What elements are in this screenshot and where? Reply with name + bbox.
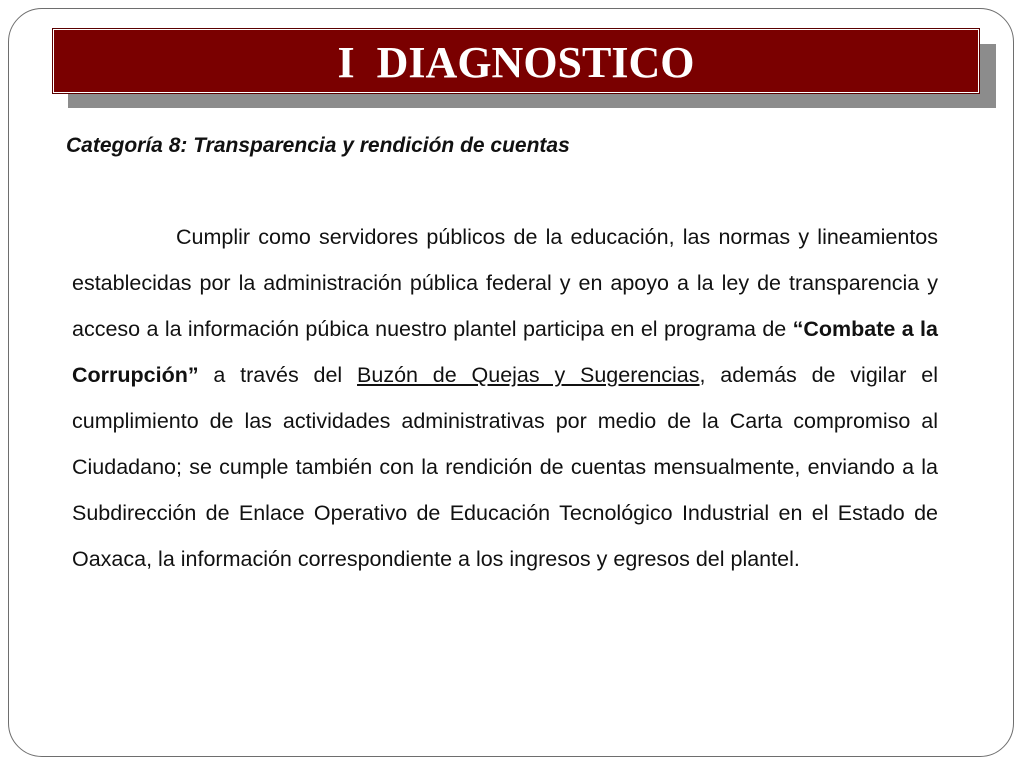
category-heading: Categoría 8: Transparencia y rendición de cuentas [66,134,570,157]
body-paragraph [72,214,938,582]
complaints-box-link: Buzón de Quejas y Sugerencias [357,363,700,387]
slide-title: I DIAGNOSTICO [337,38,695,87]
paragraph-text-part2: a través del [198,363,358,387]
paragraph-text-part1: Cumplir como servidores públicos de la educación, las normas y lineamientos establecidas por la administración pública federal y en apoyo a la ley de transparencia y acceso a la información púbica nuestro plantel participa en el programa de [72,225,938,341]
program-name-quote: “Combate a la Corrupción” [72,317,938,387]
paragraph-text-part3: , además de vigilar el cumplimiento de las actividades administrativas por medio de la Carta compromiso al Ciudadano; se cumple también con la rendición de cuentas mensualmente, enviando a la Subdirección de Enlace Operativo de Educación Tecnológico Industrial en el Estado de Oaxaca, la información correspondiente a los ingresos y egresos del plantel. [72,363,938,571]
